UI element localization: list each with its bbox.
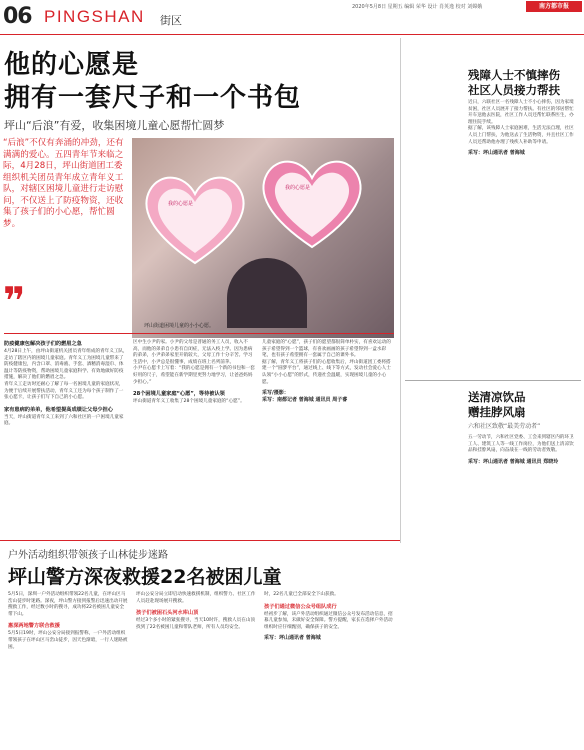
heart-card-right — [257, 152, 367, 252]
right2-body: 五一劳动节，六和社区党委、工会来到辖区内的环卫工人、建筑工人等一线工作岗位，为他们送上清凉饮品和挂脖风扇，向奋战在一线的劳动者致敬。 — [468, 435, 574, 454]
lead-col2-para1: 区中生小尹的家。小尹的父母是普通的务工人员，收入不高，而他的弟弟自小患有自闭症，无法入校上学。因为患病的弟弟，小尹弟弟家里开销较大，父母工作十分辛苦。学习生活中，小尹总是很懂事，成绩在班上名列前茅。 — [133, 340, 253, 365]
bottom-col3-para2: 经初步了解，该户外活动组织通过微信公众号发布活动信息，招募儿童参加，未做好安全保障。警方提醒，家长在选择户外活动组织时应仔细甄别，确保孩子的安全。 — [264, 611, 393, 630]
bottom-col-2 — [136, 592, 256, 631]
lead-subtitle: 坪山“后浪”有爱，收集困境儿童心愿帮忙圆梦 — [4, 119, 225, 132]
bottom-kicker: 户外活动组织带领孩子山林徒步迷路 — [8, 550, 168, 561]
right2-title-line2: 赠挂脖风扇 — [468, 405, 526, 419]
newspaper-logo: 南方都市报 — [526, 1, 582, 12]
bottom-col-1 — [8, 592, 128, 651]
bottom-col1-para2: 5月5日19时，坪山公安分局接到报警称，一户外活动组织带领孩子在坪山区马峦山徒步，因天色渐暗，一行人迷路被困。 — [8, 631, 128, 650]
right1-title-line2: 社区人员接力帮扶 — [468, 83, 560, 97]
bottom-col2-para1: 坪山公安分局立即启动快速救援机制，组织警力、社区工作人员赶赴现场展开搜救。 — [136, 592, 256, 604]
right-divider — [405, 380, 581, 381]
column-divider — [400, 38, 401, 543]
bottom-col3-para1: 时，22名儿童已全部安全下山获救。 — [264, 592, 339, 597]
bottom-col-3 — [264, 592, 394, 641]
right1-title-line1: 残障人士不慎摔伤 — [468, 68, 560, 82]
heart-card-left-text: 我的心愿是 — [168, 201, 194, 207]
lead-col3-byline: 采写：南都记者 曾海城 通讯员 周子睿 — [262, 397, 348, 404]
lead-col1-para3: 当天，坪山街道青年义工来到了六和社区的一户困境儿童家庭。 — [4, 414, 124, 427]
lead-col3-para2: 据了解，青年义工将孩子们的心愿收集后，坪山街道团工委将搭建一个“圆梦平台”，通过线上、线下等方式，发动社会爱心人士认领“小小心愿”的形式，传递社会温暖，实现困境儿童的小心愿。 — [262, 359, 391, 385]
lead-photo — [132, 138, 394, 338]
section-name: PINGSHAN — [44, 7, 145, 26]
lead-col-3 — [262, 340, 394, 403]
right2-subtitle: 六和社区致敬“最美劳动者” — [468, 423, 541, 430]
heart-card-right-text: 我的心愿是 — [285, 185, 311, 191]
right2-body-block — [468, 435, 578, 465]
right2-title-line1: 送清凉饮品 — [468, 390, 526, 404]
section-name-cn: 街区 — [160, 14, 182, 27]
bottom-rule — [0, 540, 400, 541]
lead-col2-heading: 28个困境儿童家庭“心愿”，等待被认领 — [133, 391, 225, 398]
right1-byline: 采写：坪山通讯者 曾海城 — [468, 150, 525, 157]
lead-col1-heading2: 家有患病的弟弟，他希望提高成绩让父母少担心 — [4, 406, 113, 413]
photo-person-shape — [227, 258, 307, 328]
lead-col2-para3: 坪山街道青年义工收集了28个困境儿童家庭的“心愿”。 — [133, 399, 245, 405]
right1-body2: 据了解，该残障人士家庭困难，生活无法自理，社区人员上门帮扶，为他送去了生活物资，并且社区工作人员还帮助他办理了残疾人补助等申请。 — [468, 126, 574, 145]
header-rule — [0, 34, 584, 35]
right1-body: 近日，六联社区一名残障人士不小心摔伤，因为家境贫困，社区人员展开了接力帮扶。有社区的邻居帮忙开车送他去医院，社区工作人员还帮忙联系医生，办理住院手续。 — [468, 100, 574, 125]
lead-col1-para2: 青年义工走访时还耐心了解了每一名困境儿童的家庭状况，为便于后续开展帮扶活动，青年义工还为每个孩子制作了一张心愿卡，让孩子们写下自己的小心愿。 — [4, 381, 124, 401]
bottom-col2-para2: 经过3个多小时的紧张搜寻，当天10时许，搜救人员在山顶找到了22名被困儿童和带队老师，所有人员均安全。 — [136, 618, 256, 630]
bottom-col3-heading: 孩子们通过微信公众号组队成行 — [264, 603, 337, 610]
lead-col1-para1: 4月28日上午，由坪山街道机关团员青年组成的青年义工队，走访了辖区内的困境儿童家庭。青年义工为困境儿童带来了防疫健康包，内含口罩、消毒液、手套、酒精消毒湿巾、体温计等防疫物资，帮助困境儿童家庭科学、有效地做好防疫措施，解决了他们的燃眉之急。 — [4, 349, 128, 381]
bottom-col1-heading: 惠深两地警方联合救援 — [8, 623, 60, 630]
bottom-col2-heading: 孩子们被困石头河水库山顶 — [136, 610, 199, 617]
lead-col3-photo-credit: 采写/摄影： — [262, 390, 289, 397]
lead-col-2 — [133, 340, 257, 406]
issue-meta: 2020年5月8日 星期五 编辑 荣华 设计 肖英逸 校对 刘嫦娥 — [352, 4, 483, 10]
right2-byline: 采写：坪山通讯者 曾海城 通讯员 郑晓玲 — [468, 458, 559, 465]
lead-quote: “后浪”不仅有奔涌的冲劲，还有满满的爱心。五四青年节来临之际，4月28日，坪山街道团工委组织机关团员青年成立青年义工队，对辖区困境儿童进行走访慰问，不仅送上了防疫物资，还收集了孩子们的小心愿，帮忙圆梦。 — [3, 138, 124, 229]
photo-caption: 坪山街道困境儿童的小小心愿。 — [144, 323, 215, 329]
right1-body-block — [468, 100, 578, 156]
bottom-col3-byline: 采写：坪山通讯者 曾海城 — [264, 635, 321, 642]
lead-col1-heading: 防疫健康包解决孩子们的燃眉之急 — [4, 341, 82, 347]
lead-title-line1: 他的心愿是 — [4, 50, 140, 80]
bottom-title: 坪山警方深夜救援22名被困儿童 — [8, 566, 282, 588]
bottom-col1-para1: 5月5日，深圳一户外活动组织带领22名儿童，在坪山区马峦山徒步时迷路。深夜，坪山警方接到报警后迅速出动开展搜救工作，经过数小时的搜寻，成功将22名被困儿童安全带下山。 — [8, 592, 128, 617]
lead-col2-para2: 小尹在心愿卡上写着：“我的心愿是拥有一个新的书包和一套好用的尺子，希望能在新学期里更努力地学习，让爸爸妈妈少担心。” — [133, 366, 255, 385]
heart-card-left — [140, 168, 250, 268]
lead-title-line2: 拥有一套尺子和一个书包 — [4, 83, 302, 113]
page-number: 06 — [3, 4, 32, 29]
photo-rule — [4, 333, 394, 334]
quote-mark-icon: ❞ — [3, 279, 26, 323]
lead-col-1 — [4, 340, 128, 428]
lead-col3-para1: 儿童家庭的“心愿”，孩子们的愿望都很简单朴实，有喜欢运动的孩子希望得到一个篮球，有喜欢画画的孩子希望得到一盒水彩笔，也有孩子希望拥有一套属于自己的课外书。 — [262, 340, 391, 359]
